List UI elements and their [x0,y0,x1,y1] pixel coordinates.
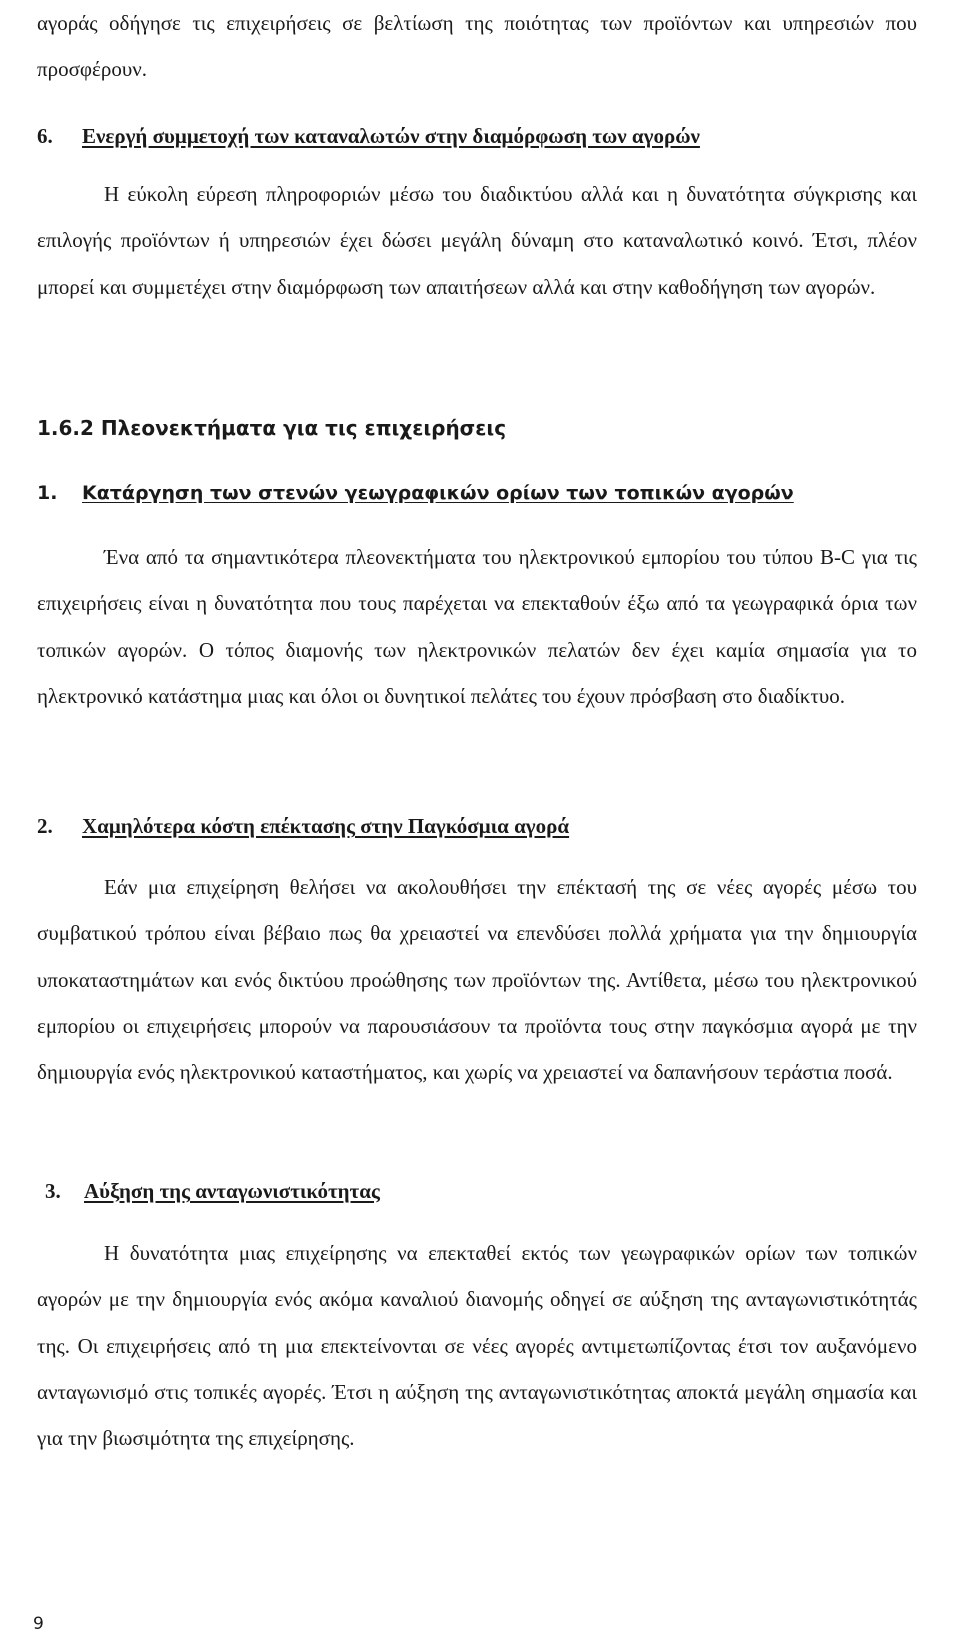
item-2-title: Χαμηλότερα κόστη επέκτασης στην Παγκόσμια αγορά [82,814,570,838]
item-1-number: 1. [37,482,58,504]
item-6-body: Η εύκολη εύρεση πληροφοριών μέσω του διαδικτύου αλλά και η δυνατότητα σύγκρισης και επιλογής προϊόντων ή υπηρεσιών έχει δώσει μεγάλη δύναμη στο καταναλωτικό κοινό. Έτσι, πλέον μπορεί και συμμετέχει στην διαμόρφωση των απαιτήσεων αλλά και στην καθοδήγηση των αγορών. [37,182,917,299]
item-3-heading [45,1176,380,1206]
item-2-body: Εάν μια επιχείρηση θελήσει να ακολουθήσει την επέκτασή της σε νέες αγορές μέσω του συμβατικού τρόπου είναι βέβαιο πως θα χρειαστεί να επενδύσει πολλά χρήματα για την δημιουργία υποκαταστημάτων και ενός δικτύου προώθησης των προϊόντων της. Αντίθετα, μέσω του ηλεκτρονικού εμπορίου οι επιχειρήσεις μπορούν να παρουσιάσουν τα προϊόντα τους στην παγκόσμια αγορά με την δημιουργία ενός ηλεκτρονικού καταστήματος, και χωρίς να χρειαστεί να δαπανήσουν τεράστια ποσά. [37,875,917,1085]
page-number: 9 [33,1614,44,1634]
item-6-title: Ενεργή συμμετοχή των καταναλωτών στην διαμόρφωση των αγορών [82,124,700,148]
item-3-number: 3. [45,1179,61,1203]
item-2-heading [37,811,569,841]
item-1-title: Κατάργηση των στενών γεωγραφικών ορίων των τοπικών αγορών [82,482,794,504]
item-6-heading [37,121,700,151]
intro-paragraph: αγοράς οδήγησε τις επιχειρήσεις σε βελτίωση της ποιότητας των προϊόντων και υπηρεσιών που προσφέρουν. [37,11,917,82]
item-3-title: Αύξηση της ανταγωνιστικότητας [84,1179,380,1203]
item-6-number: 6. [37,124,53,148]
item-1-heading [37,478,794,508]
item-3-body: Η δυνατότητα μιας επιχείρησης να επεκταθεί εκτός των γεωγραφικών ορίων των τοπικών αγορών με την δημιουργία ενός ακόμα καναλιού διανομής οδηγεί σε αύξηση της ανταγωνιστικότητάς της. Οι επιχειρήσεις από τη μια επεκτείνονται σε νέες αγορές αντιμετωπίζοντας έτσι τον αυξανόμενο ανταγωνισμό στις τοπικές αγορές. Έτσι η αύξηση της ανταγωνιστικότητας αποκτά μεγάλη σημασία και για την βιωσιμότητα της επιχείρησης. [37,1241,917,1451]
item-1-body: Ένα από τα σημαντικότερα πλεονεκτήματα του ηλεκτρονικού εμπορίου του τύπου B-C για τις επιχειρήσεις είναι η δυνατότητα που τους παρέχεται να επεκταθούν έξω από τα γεωγραφικά όρια των τοπικών αγορών. Ο τόπος διαμονής των ηλεκτρονικών πελατών δεν έχει καμία σημασία για το ηλεκτρονικό κατάστημα μιας και όλοι οι δυνητικοί πελάτες του έχουν πρόσβαση στο διαδίκτυο. [37,545,917,708]
item-2-number: 2. [37,814,53,838]
section-heading: 1.6.2 Πλεονεκτήματα για τις επιχειρήσεις [37,416,507,440]
